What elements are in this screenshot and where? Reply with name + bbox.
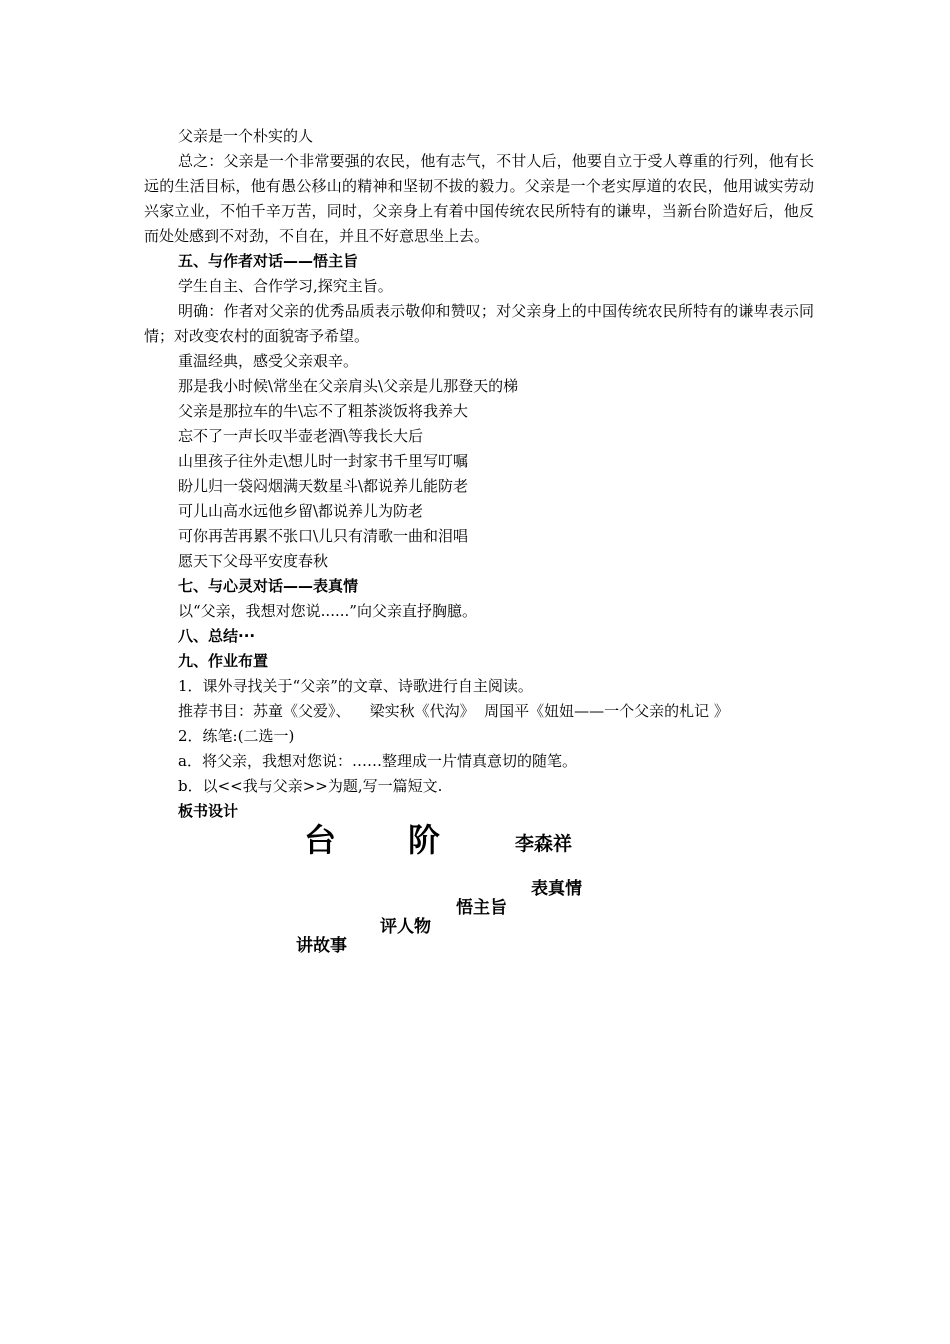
song-line: 可儿山高水远他乡留\都说养儿为防老 — [178, 502, 424, 520]
section-heading-5: 五、与作者对话——悟主旨 — [178, 252, 359, 270]
board-author: 李森祥 — [515, 833, 573, 855]
song-line: 山里孩子往外走\想儿时一封家书千里写叮嘱 — [178, 452, 469, 470]
song-line: 愿天下父母平安度春秋 — [178, 552, 329, 570]
board-design-heading: 板书设计 — [178, 802, 239, 820]
homework-item: 2．练笔:(二选一) — [178, 727, 295, 745]
song-line: 父亲是那拉车的牛\忘不了粗茶淡饭将我养大 — [178, 402, 469, 420]
summary-paragraph: 总之：父亲是一个非常要强的农民，他有志气，不甘人后，他要自立于受人尊重的行列，他有长远的生活目标，他有愚公移山的精神和坚韧不拔的毅力。父亲是一个老实厚道的农民，他用诚实劳动兴家立业，不怕千辛万苦，同时，父亲身上有着中国传统农民所特有的谦卑，当新台阶造好后，他反而处处感到不对劲，不自在，并且不好意思坐上去。 — [144, 152, 814, 245]
section-heading-8: 八、总结··· — [178, 627, 256, 645]
board-step-1: 讲故事 — [296, 936, 347, 956]
clarify-paragraph: 明确：作者对父亲的优秀品质表示敬仰和赞叹；对父亲身上的中国传统农民所特有的谦卑表示同情；对改变农村的面貌寄予希望。 — [144, 302, 814, 345]
book-list: 推荐书目：苏童《父爱》、 梁实秋《代沟》 周国平《妞妞——一个父亲的札记 》 — [178, 702, 729, 720]
board-step-2: 评人物 — [380, 917, 431, 937]
section-heading-7: 七、与心灵对话——表真情 — [178, 577, 359, 595]
board-step-4: 表真情 — [531, 879, 582, 899]
text-line: 重温经典，感受父亲艰辛。 — [178, 352, 359, 370]
board-step-3: 悟主旨 — [456, 898, 507, 918]
text-line: 学生自主、合作学习,探究主旨。 — [178, 277, 393, 295]
song-line: 忘不了一声长叹半壶老酒\等我长大后 — [178, 427, 424, 445]
homework-option: b．以<<我与父亲>>为题,写一篇短文. — [178, 777, 443, 795]
song-line: 盼儿归一袋闷烟满天数星斗\都说养儿能防老 — [178, 477, 469, 495]
document-body — [144, 124, 814, 824]
homework-option: a．将父亲，我想对您说：……整理成一片情真意切的随笔。 — [178, 752, 577, 770]
section-heading-9: 九、作业布置 — [178, 652, 269, 670]
text-line: 以“父亲，我想对您说......”向父亲直抒胸臆。 — [178, 602, 477, 620]
song-line: 可你再苦再累不张口\儿只有清歌一曲和泪唱 — [178, 527, 469, 545]
text-line: 父亲是一个朴实的人 — [178, 127, 314, 145]
song-line: 那是我小时候\常坐在父亲肩头\父亲是儿那登天的梯 — [178, 377, 519, 395]
board-title-char: 台 — [304, 821, 337, 859]
board-title-char: 阶 — [408, 821, 441, 859]
homework-item: 1．课外寻找关于“父亲”的文章、诗歌进行自主阅读。 — [178, 677, 533, 695]
